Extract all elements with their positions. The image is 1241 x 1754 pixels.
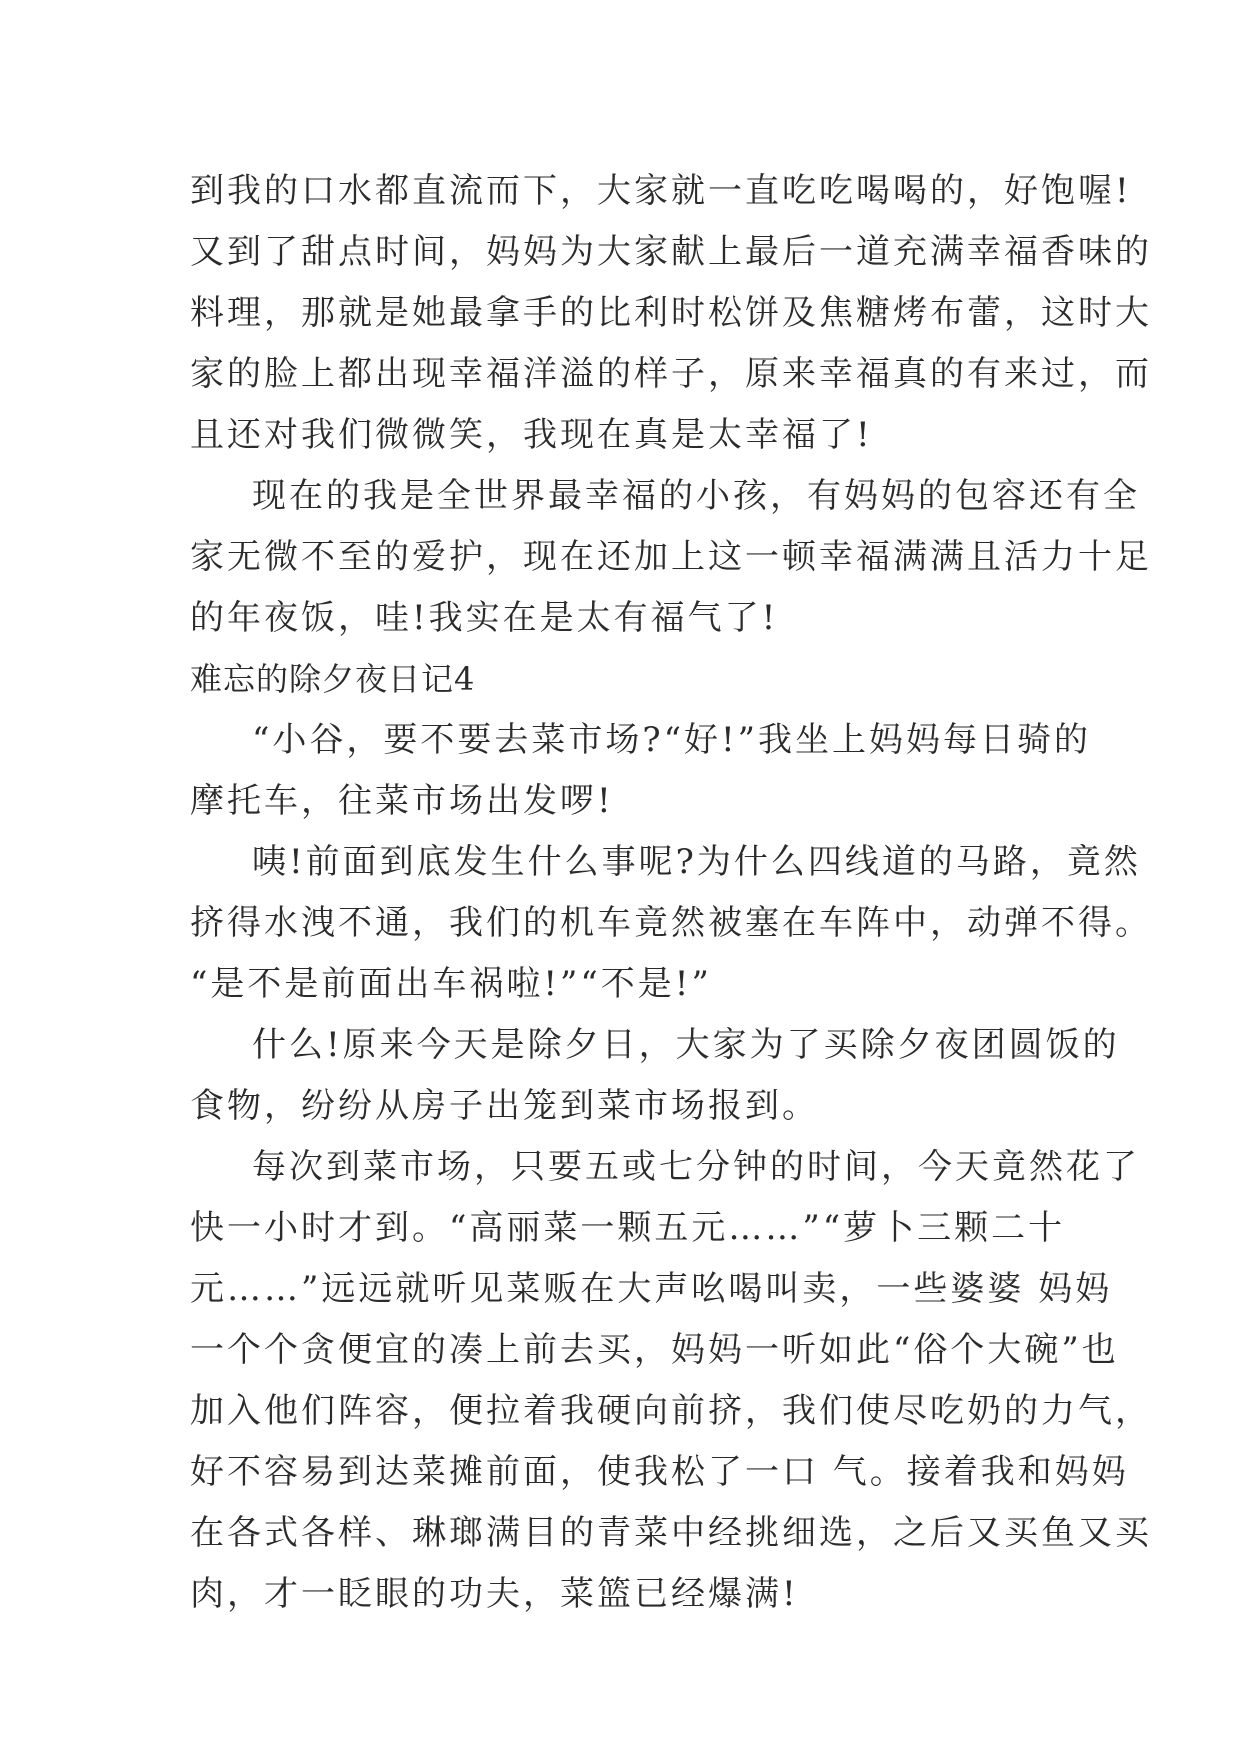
text-line: 到我的口水都直流而下，大家就一直吃吃喝喝的，好饱喔! (190, 171, 1132, 211)
paragraph-first-line: 每次到菜市场，只要五或七分钟的时间，今天竟然花了 (252, 1147, 1140, 1187)
text-line: 肉，才一眨眼的功夫，菜篮已经爆满! (190, 1574, 799, 1614)
text-line: 又到了甜点时间，妈妈为大家献上最后一道充满幸福香味的 (190, 232, 1152, 272)
paragraph-first-line: 什么!原来今天是除夕日，大家为了买除夕夜团圆饭的 (252, 1025, 1120, 1065)
paragraph-first-line: 咦!前面到底发生什么事呢?为什么四线道的马路，竟然 (252, 842, 1141, 882)
text-line: 家无微不至的爱护，现在还加上这一顿幸福满满且活力十足 (190, 537, 1152, 577)
text-line: 在各式各样、琳瑯满目的青菜中经挑细选，之后又买鱼又买 (190, 1513, 1152, 1553)
paragraph-first-line: “小谷，要不要去菜市场?“好!”我坐上妈妈每日骑的 (252, 720, 1092, 760)
text-line: 家的脸上都出现幸福洋溢的样子，原来幸福真的有来过，而 (190, 354, 1152, 394)
section-title: 难忘的除夕夜日记4 (190, 660, 476, 698)
text-line: 元……”远远就听见菜贩在大声吆喝叫卖，一些婆婆 妈妈 (190, 1269, 1113, 1309)
text-line: 料理，那就是她最拿手的比利时松饼及焦糖烤布蕾，这时大 (190, 293, 1152, 333)
text-line: 一个个贪便宜的凑上前去买，妈妈一听如此“俗个大碗”也 (190, 1330, 1119, 1370)
document-body (190, 161, 1152, 1625)
text-line: “是不是前面出车祸啦!”“不是!” (190, 964, 712, 1004)
text-line: 且还对我们微微笑，我现在真是太幸福了! (190, 415, 873, 455)
text-line: 加入他们阵容，便拉着我硬向前挤，我们使尽吃奶的力气， (190, 1391, 1152, 1431)
text-line: 食物，纷纷从房子出笼到菜市场报到。 (190, 1086, 819, 1126)
text-line: 摩托车，往菜市场出发啰! (190, 781, 614, 821)
text-line: 快一小时才到。“高丽菜一颗五元……”“萝卜三颗二十 (190, 1208, 1066, 1248)
text-line: 好不容易到达菜摊前面，使我松了一口 气。接着我和妈妈 (190, 1452, 1129, 1492)
paragraph-first-line: 现在的我是全世界最幸福的小孩，有妈妈的包容还有全 (252, 476, 1140, 516)
text-line: 的年夜饭，哇!我实在是太有福气了! (190, 598, 779, 638)
text-line: 挤得水洩不通，我们的机车竟然被塞在车阵中，动弹不得。 (190, 903, 1152, 943)
